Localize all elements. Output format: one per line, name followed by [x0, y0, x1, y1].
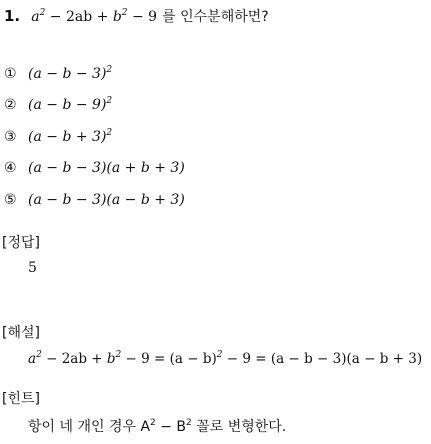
choice-expression: (a − b − 3)(a + b + 3) [28, 160, 185, 176]
choice-mark: ④ [4, 160, 17, 176]
choice-expression: $(a - b + 3)^2$ [28, 128, 113, 145]
choice-mark: ⑤ [4, 192, 17, 208]
question-number: 1. [4, 7, 21, 25]
choice-5[interactable] [4, 189, 185, 208]
choice-mark: ② [4, 97, 17, 113]
question-prompt: 를 인수분해하면? [162, 9, 269, 25]
choice-3[interactable] [4, 126, 112, 145]
explanation-label: [해설] [2, 325, 40, 341]
answer-value: 5 [28, 260, 37, 276]
explanation-text: $a^2 - 2ab + b^2 - 9 = (a - b)^2 - 9 = (a - b - 3)(a - b + 3)$ [28, 350, 423, 367]
question-line [4, 6, 269, 26]
choice-mark: ③ [4, 129, 17, 145]
answer-label: [정답] [2, 235, 40, 251]
choice-mark: ① [4, 66, 17, 82]
choice-expression: (a − b − 3)(a − b + 3) [28, 192, 185, 208]
choice-2[interactable] [4, 94, 112, 113]
choice-4[interactable] [4, 157, 185, 176]
hint-text: 항이 네 개인 경우 $A^2 - B^2$ 꼴로 변형한다. [28, 418, 287, 435]
choice-expression: $(a - b - 9)^2$ [28, 96, 113, 113]
choice-1[interactable] [4, 63, 112, 82]
question-expression: $a^2 - 2ab + b^2 - 9$ [31, 8, 158, 25]
hint-label: [힌트] [2, 391, 40, 407]
choice-expression: $(a - b - 3)^2$ [28, 65, 113, 82]
